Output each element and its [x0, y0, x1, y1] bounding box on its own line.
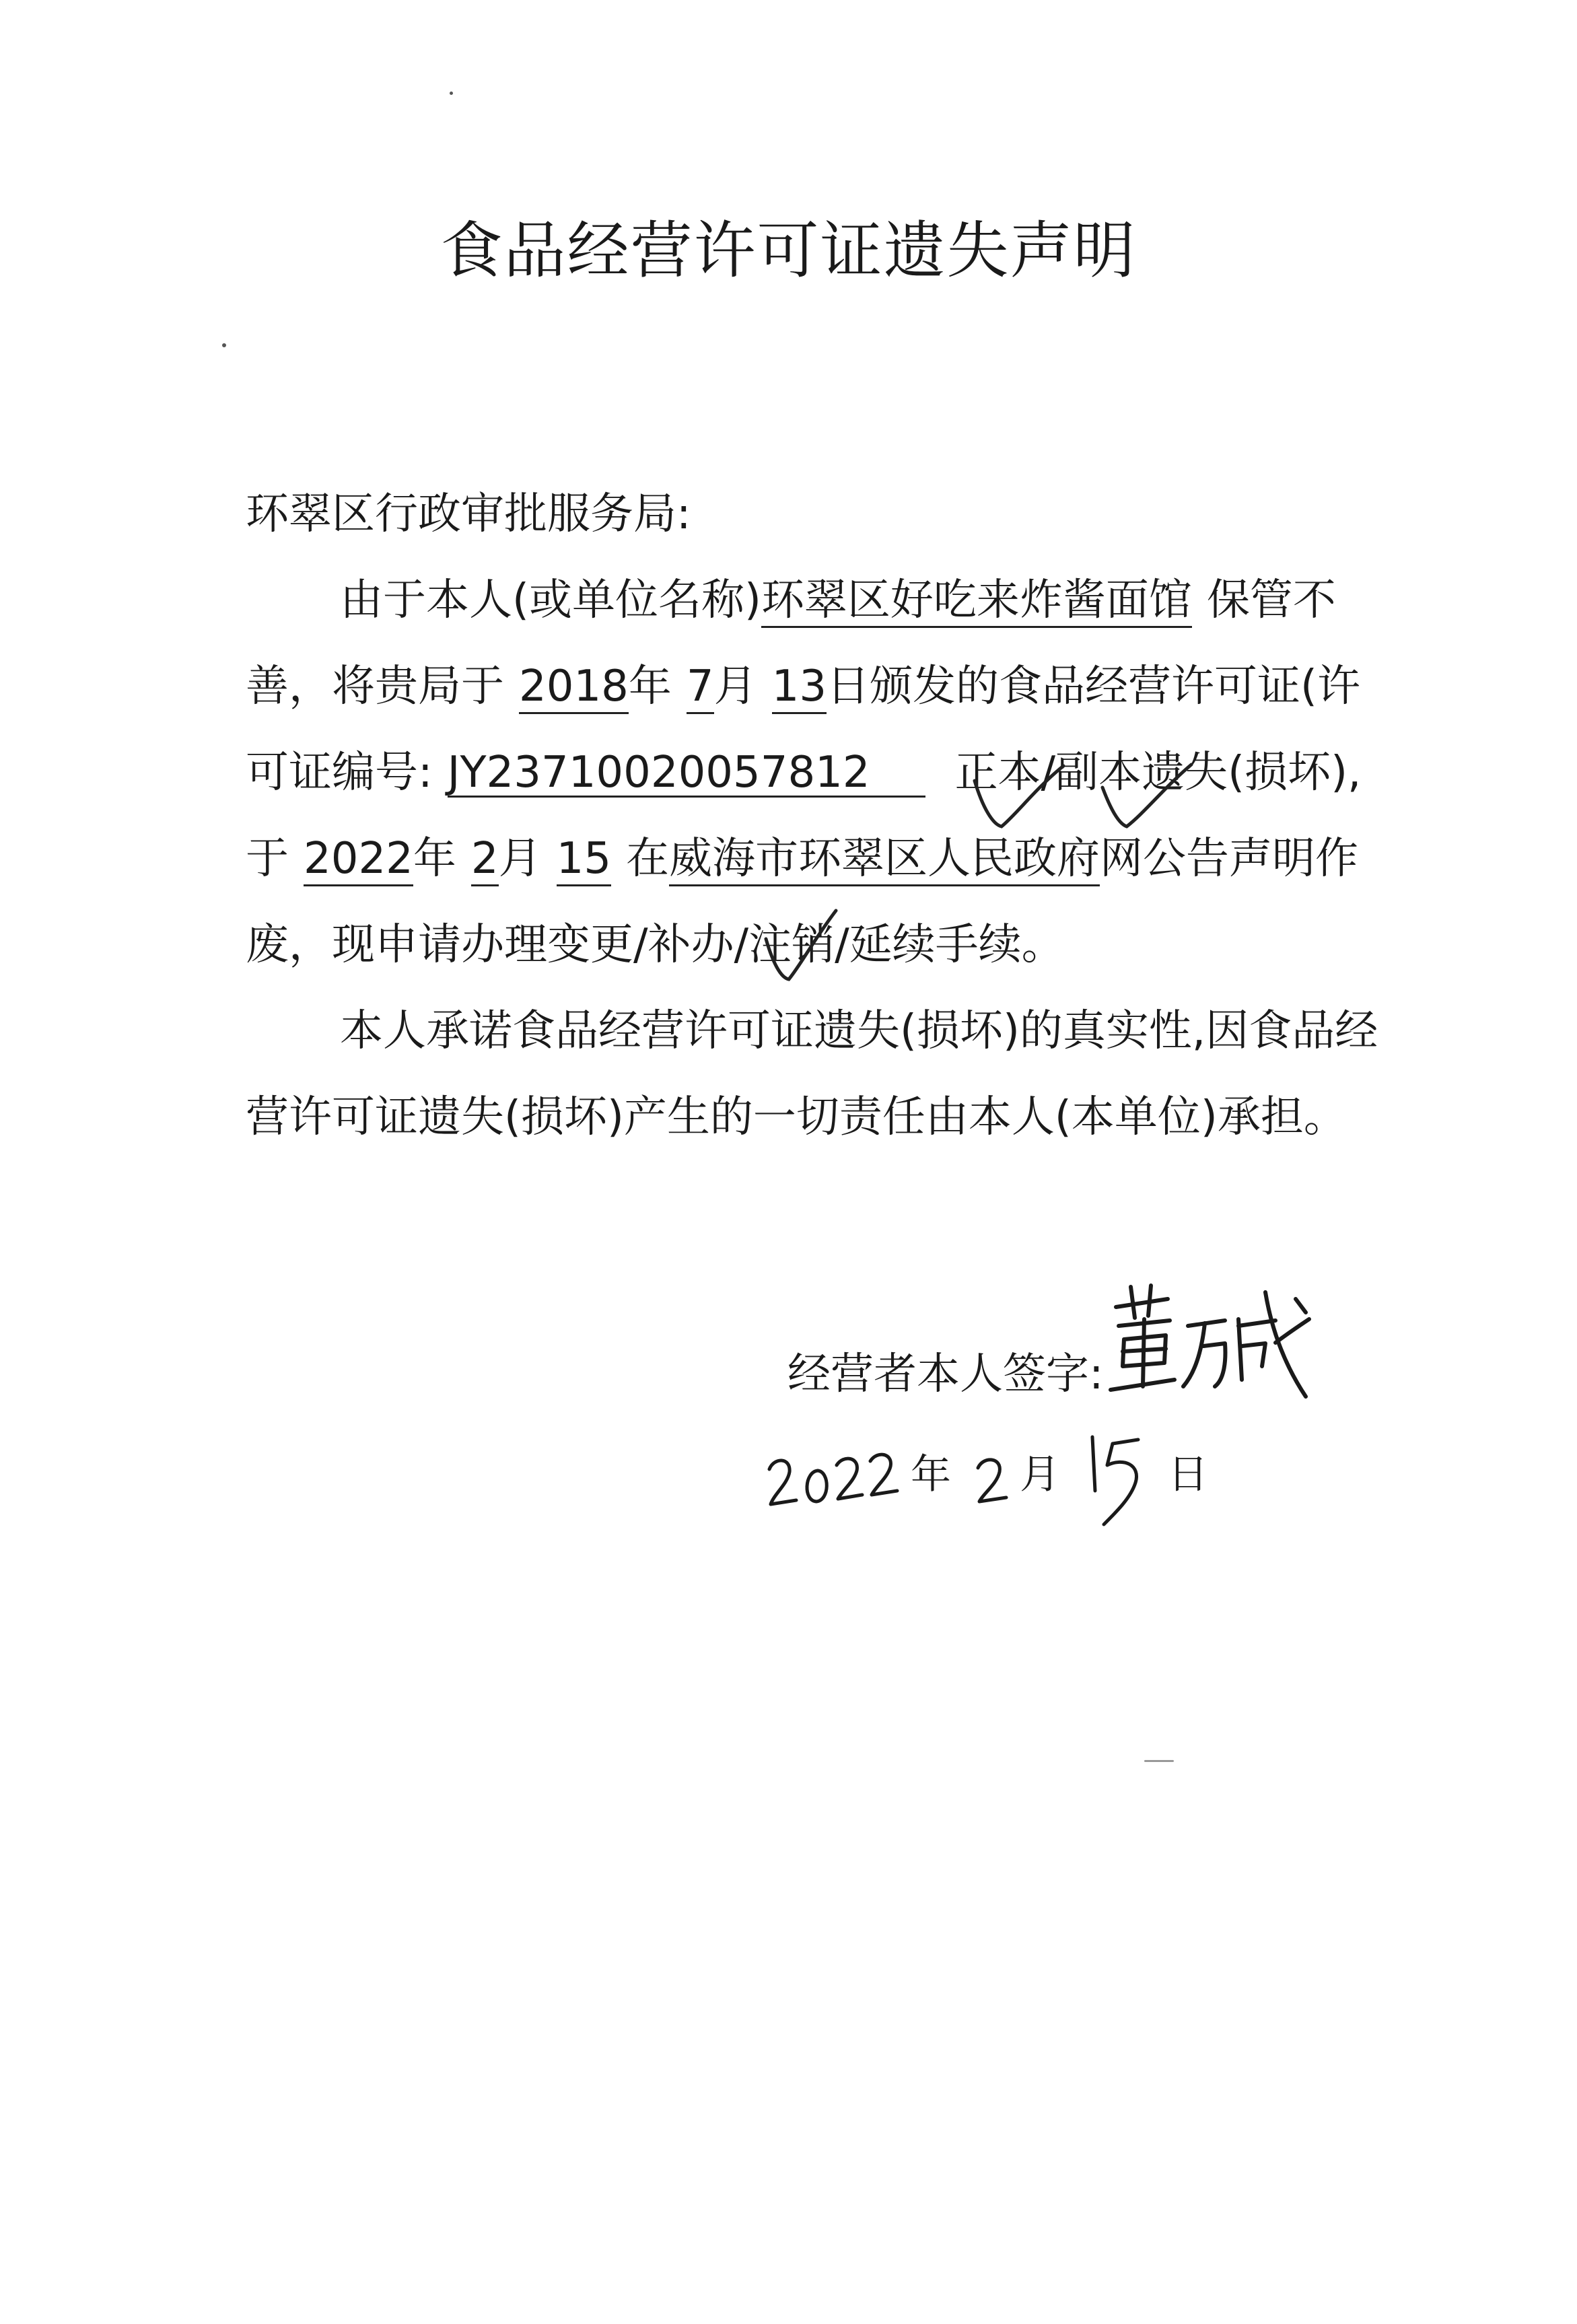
- copy-type-text: 正本/副本遗失(损坏),: [954, 748, 1362, 798]
- text-segment: 善，将贵局于: [246, 662, 504, 711]
- date-month-label: 月: [1020, 1451, 1060, 1498]
- scan-speck: [222, 343, 226, 347]
- month-label: 月: [498, 834, 542, 884]
- handwritten-date-year: [764, 1437, 905, 1518]
- check-mark-cancel: [761, 905, 841, 986]
- handwritten-date-day: [1080, 1423, 1154, 1531]
- date-day-label: 日: [1168, 1451, 1208, 1498]
- scan-speck: [450, 92, 453, 95]
- publish-day: 15: [557, 834, 611, 886]
- text-segment: 由于本人(或单位名称): [340, 575, 761, 625]
- paragraph-2-line-2: 营许可证遗失(损坏)产生的一切责任由本人(本单位)承担。: [246, 1092, 1347, 1142]
- business-name: 环翠区好吃来炸酱面馆: [761, 575, 1192, 628]
- issue-day: 13: [772, 662, 827, 714]
- paragraph-1-line-4: [246, 816, 1430, 902]
- month-label: 月: [713, 662, 757, 711]
- signature-label: 经营者本人签字:: [787, 1349, 1104, 1399]
- text-segment: 网公告声明作: [1100, 834, 1359, 884]
- year-label: 年: [628, 662, 672, 711]
- declaration-body: [246, 471, 1430, 1160]
- handwritten-signature: [1104, 1279, 1319, 1413]
- paragraph-1-line-3: [246, 730, 1430, 816]
- salutation: 环翠区行政审批服务局:: [246, 489, 691, 539]
- document-title: 食品经营许可证遗失声明: [440, 215, 1137, 287]
- year-label: 年: [413, 834, 456, 884]
- text-segment: 于: [246, 834, 289, 884]
- date-year-label: 年: [911, 1451, 951, 1498]
- scan-speck: [1144, 1760, 1174, 1762]
- text-segment: 日颁发的食品经营许可证(许: [827, 662, 1360, 711]
- issue-month: 7: [687, 662, 714, 714]
- publish-year: 2022: [304, 834, 413, 886]
- text-segment: 在: [626, 834, 670, 884]
- paragraph-2-line-1: 本人承诺食品经营许可证遗失(损坏)的真实性,因食品经: [340, 1006, 1378, 1056]
- text-segment: 保管不: [1206, 575, 1336, 625]
- check-mark-original: [969, 761, 1070, 835]
- paragraph-1-line-2: [246, 643, 1430, 730]
- handwritten-date-month: [973, 1437, 1013, 1518]
- publish-month: 2: [471, 834, 499, 886]
- license-number: JY23710020057812: [448, 750, 925, 798]
- issue-year: 2018: [519, 662, 629, 714]
- publication-media: 威海市环翠区人民政府: [669, 834, 1100, 886]
- check-mark-copy: [1097, 761, 1198, 835]
- text-segment: 可证编号:: [246, 748, 433, 798]
- paragraph-1-line-1: [246, 557, 1430, 643]
- request-text: 废，现申请办理变更/补办/注销/延续手续。: [246, 920, 1065, 970]
